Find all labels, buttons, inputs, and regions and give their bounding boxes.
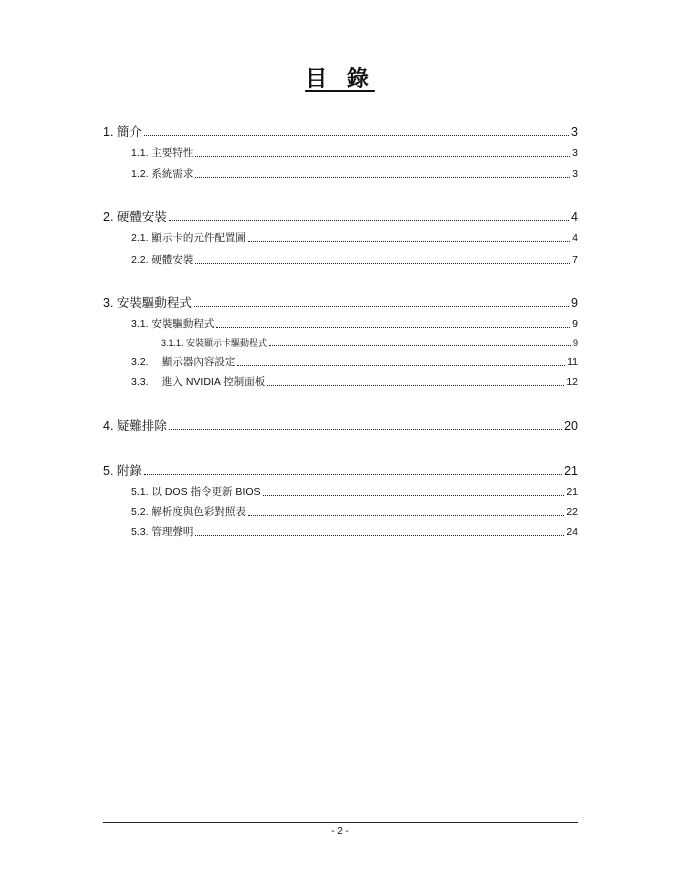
toc-page-number: 4	[571, 210, 578, 224]
toc-label: 2. 硬體安裝	[103, 210, 167, 224]
toc-page-number: 3	[571, 125, 578, 139]
toc-entry-regulatory[interactable]	[131, 524, 578, 539]
toc-label: 5.2. 解析度與色彩對照表	[131, 506, 246, 518]
footer-divider	[103, 822, 578, 823]
toc-page-number: 12	[566, 376, 578, 388]
toc-page-number: 11	[567, 356, 578, 368]
toc-entry-nvidia-panel[interactable]	[131, 374, 578, 389]
toc-label: 2.1. 顯示卡的元件配置圖	[131, 232, 246, 244]
toc-entry-hardware-install[interactable]	[131, 252, 578, 267]
toc-entry-display-properties[interactable]	[131, 354, 578, 369]
toc-entry-intro[interactable]	[103, 122, 578, 140]
toc-label: 3.3. 進入 NVIDIA 控制面板	[131, 376, 266, 388]
dot-leader	[195, 156, 570, 157]
dot-leader	[195, 177, 570, 178]
toc-label: 3. 安裝驅動程式	[103, 296, 192, 310]
toc-label: 3.1. 安裝驅動程式	[131, 318, 215, 330]
dot-leader	[144, 135, 569, 136]
dot-leader	[195, 263, 570, 264]
dot-leader	[267, 385, 564, 386]
dot-leader	[216, 327, 570, 328]
toc-page-number: 9	[572, 338, 578, 348]
toc-label: 1.2. 系統需求	[131, 168, 194, 180]
dot-leader	[144, 474, 562, 475]
toc-entry-driver[interactable]	[103, 293, 578, 311]
dot-leader	[195, 535, 564, 536]
page-number-footer: - 2 -	[331, 826, 349, 837]
toc-page-number: 3	[572, 168, 578, 180]
dot-leader	[194, 306, 569, 307]
dot-leader	[263, 495, 565, 496]
toc-label: 1.1. 主要特性	[131, 147, 194, 159]
toc-entry-layout[interactable]	[131, 230, 578, 245]
toc-label: 1. 簡介	[103, 125, 142, 139]
dot-leader	[269, 345, 571, 346]
dot-leader	[169, 220, 569, 221]
toc-page-number: 22	[566, 506, 578, 518]
toc-entry-features[interactable]	[131, 145, 578, 160]
toc-page-number: 4	[572, 232, 578, 244]
toc-label: 5.3. 管理聲明	[131, 526, 194, 538]
toc-entry-requirements[interactable]	[131, 166, 578, 181]
toc-page-number: 24	[566, 526, 578, 538]
page-title: 目 錄	[305, 66, 375, 92]
toc-label: 3.2. 顯示器內容設定	[131, 356, 236, 368]
toc-entry-driver-install[interactable]	[131, 316, 578, 331]
toc-entry-hardware[interactable]	[103, 207, 578, 225]
toc-page-number: 21	[564, 464, 578, 478]
dot-leader	[169, 429, 562, 430]
toc-label: 3.1.1. 安裝顯示卡驅動程式	[161, 338, 268, 348]
toc-label: 2.2. 硬體安裝	[131, 254, 194, 266]
toc-label: 4. 疑難排除	[103, 419, 167, 433]
dot-leader	[237, 365, 565, 366]
toc-label: 5.1. 以 DOS 指令更新 BIOS	[131, 486, 261, 498]
toc-entry-troubleshooting[interactable]	[103, 416, 578, 434]
toc-entry-bios-flash[interactable]	[131, 484, 578, 499]
toc-page-number: 9	[571, 296, 578, 310]
toc-page-number: 7	[572, 254, 578, 266]
dot-leader	[248, 241, 570, 242]
toc-page-number: 3	[572, 147, 578, 159]
toc-entry-resolution-table[interactable]	[131, 504, 578, 519]
toc-entry-appendix[interactable]	[103, 461, 578, 479]
toc-entry-vga-driver[interactable]	[161, 336, 578, 349]
toc-page-number: 20	[564, 419, 578, 433]
dot-leader	[248, 515, 564, 516]
toc-page-number: 9	[572, 318, 578, 330]
toc-label: 5. 附錄	[103, 464, 142, 478]
toc-page-number: 21	[566, 486, 578, 498]
